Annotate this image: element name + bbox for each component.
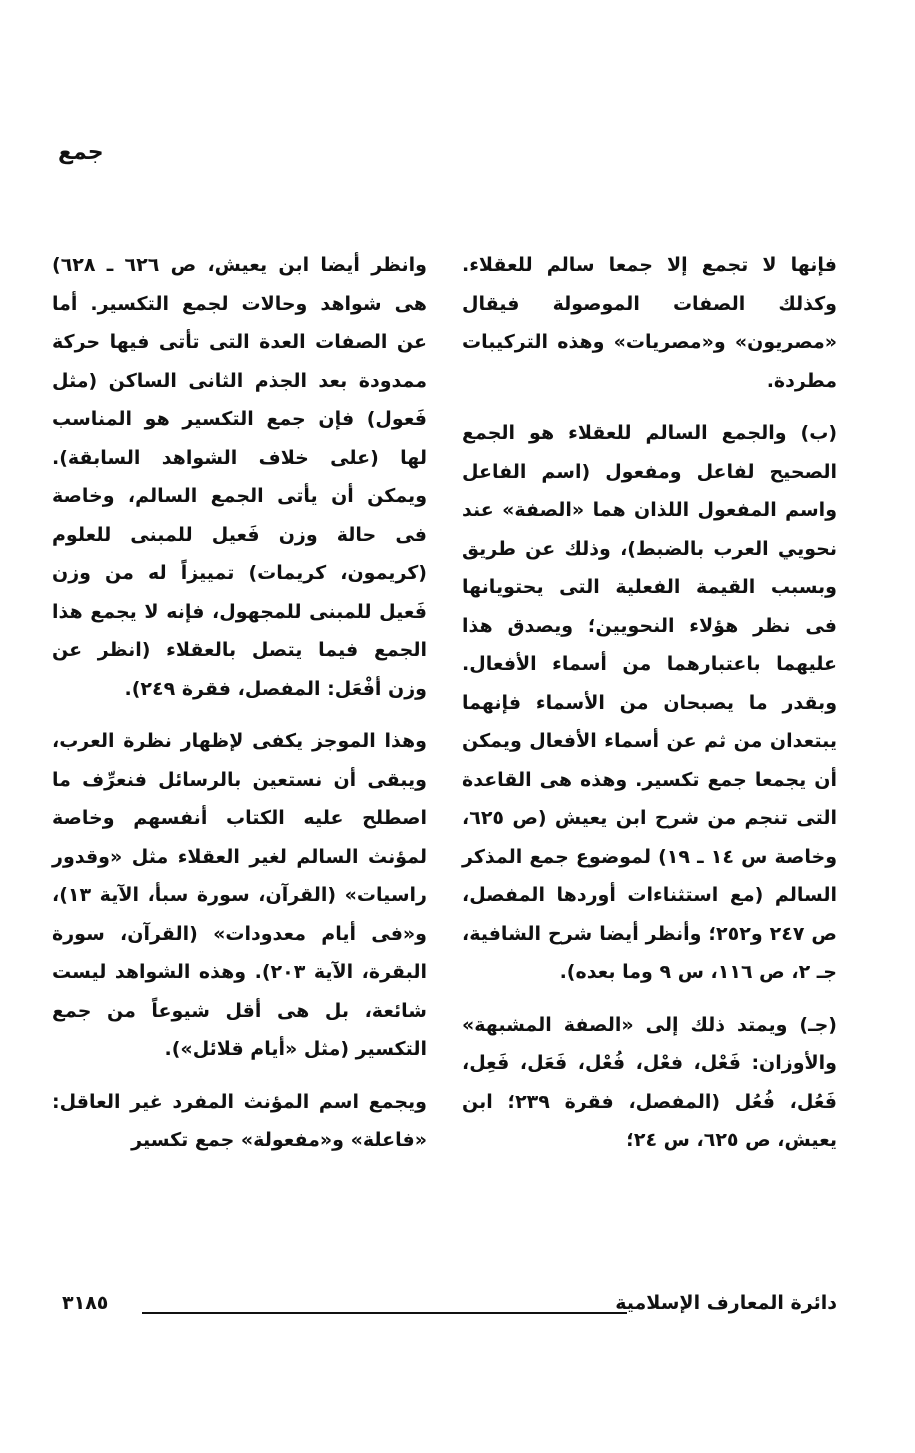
encyclopedia-title: دائرة المعارف الإسلامية <box>615 1292 837 1314</box>
paragraph: (جـ) ويمتد ذلك إلى «الصفة المشبهة» والأوزان: فَعْل، فعْل، فُعْل، فَعَل، فَعِل، فَعُل، فُعُل (المفصل، فقرة ٢٣٩؛ ابن يعيش، ص ٦٢٥، س ٢٤؛ <box>462 1013 837 1151</box>
right-column <box>462 246 837 1174</box>
running-header: جمع <box>58 140 104 165</box>
paragraph: وانظر أيضا ابن يعيش، ص ٦٢٦ ـ ٦٢٨) هى شواهد وحالات لجمع التكسير. أما عن الصفات العدة التى تأتى فيها حركة ممدودة بعد الجذم الثانى الساكن (مثل فَعول) فإن جمع التكسير هو المناسب لها (على خلاف الشواهد السابقة). ويمكن أن يأتى الجمع السالم، وخاصة فى حالة وزن فَعيل للمبنى للعلوم (كريمون، كريمات) تمييزاً له من وزن فَعيل للمبنى للمجهول، فإنه لا يجمع هذا الجمع فيما يتصل بالعقلاء (انظر عن وزن أفْعَل: المفصل، فقرة ٢٤٩). <box>52 254 427 700</box>
page-number: ٣١٨٥ <box>62 1292 109 1314</box>
paragraph: ويجمع اسم المؤنث المفرد غير العاقل: «فاعلة» و«مفعولة» جمع تكسير <box>52 1090 427 1151</box>
paragraph: فإنها لا تجمع إلا جمعا سالم للعقلاء. وكذلك الصفات الموصولة فيقال «مصريون» و«مصريات» وهذه التركيبات مطردة. <box>462 254 837 392</box>
paragraph: (ب) والجمع السالم للعقلاء هو الجمع الصحيح لفاعل ومفعول (اسم الفاعل واسم المفعول اللذان هما «الصفة» عند نحويي العرب بالضبط)، وذلك عن طريق وبسبب القيمة الفعلية التى يحتويانها فى نظر هؤلاء النحويين؛ ويصدق هذا عليهما باعتبارهما من أسماء الأفعال. وبقدر ما يصبحان من الأسماء فإنهما يبتعدان من ثم عن أسماء الأفعال ويمكن أن يجمعا جمع تكسير. وهذه هى القاعدة التى تنجم من شرح ابن يعيش (ص ٦٢٥، وخاصة س ١٤ ـ ١٩) لموضوع جمع المذكر السالم (مع استثناءات أوردها المفصل، ص ٢٤٧ و٢٥٢؛ وأنظر أيضا شرح الشافية، جـ ٢، ص ١١٦، س ٩ وما بعده). <box>462 422 838 983</box>
page-footer <box>62 1290 837 1324</box>
paragraph: وهذا الموجز يكفى لإظهار نظرة العرب، ويبقى أن نستعين بالرسائل فنعرِّف ما اصطلح عليه الكتاب أنفسهم وخاصة لمؤنث السالم لغير العقلاء مثل «وقدور راسيات» (القرآن، سورة سبأ، الآية ١٣)، و«فى أيام معدودات» (القرآن، سورة البقرة، الآية ٢٠٣). وهذه الشواهد ليست شائعة، بل هى أقل شيوعاً من جمع التكسير (مثل «أيام قلائل»). <box>52 730 427 1060</box>
footer-divider <box>142 1312 627 1314</box>
left-column <box>52 246 427 1174</box>
